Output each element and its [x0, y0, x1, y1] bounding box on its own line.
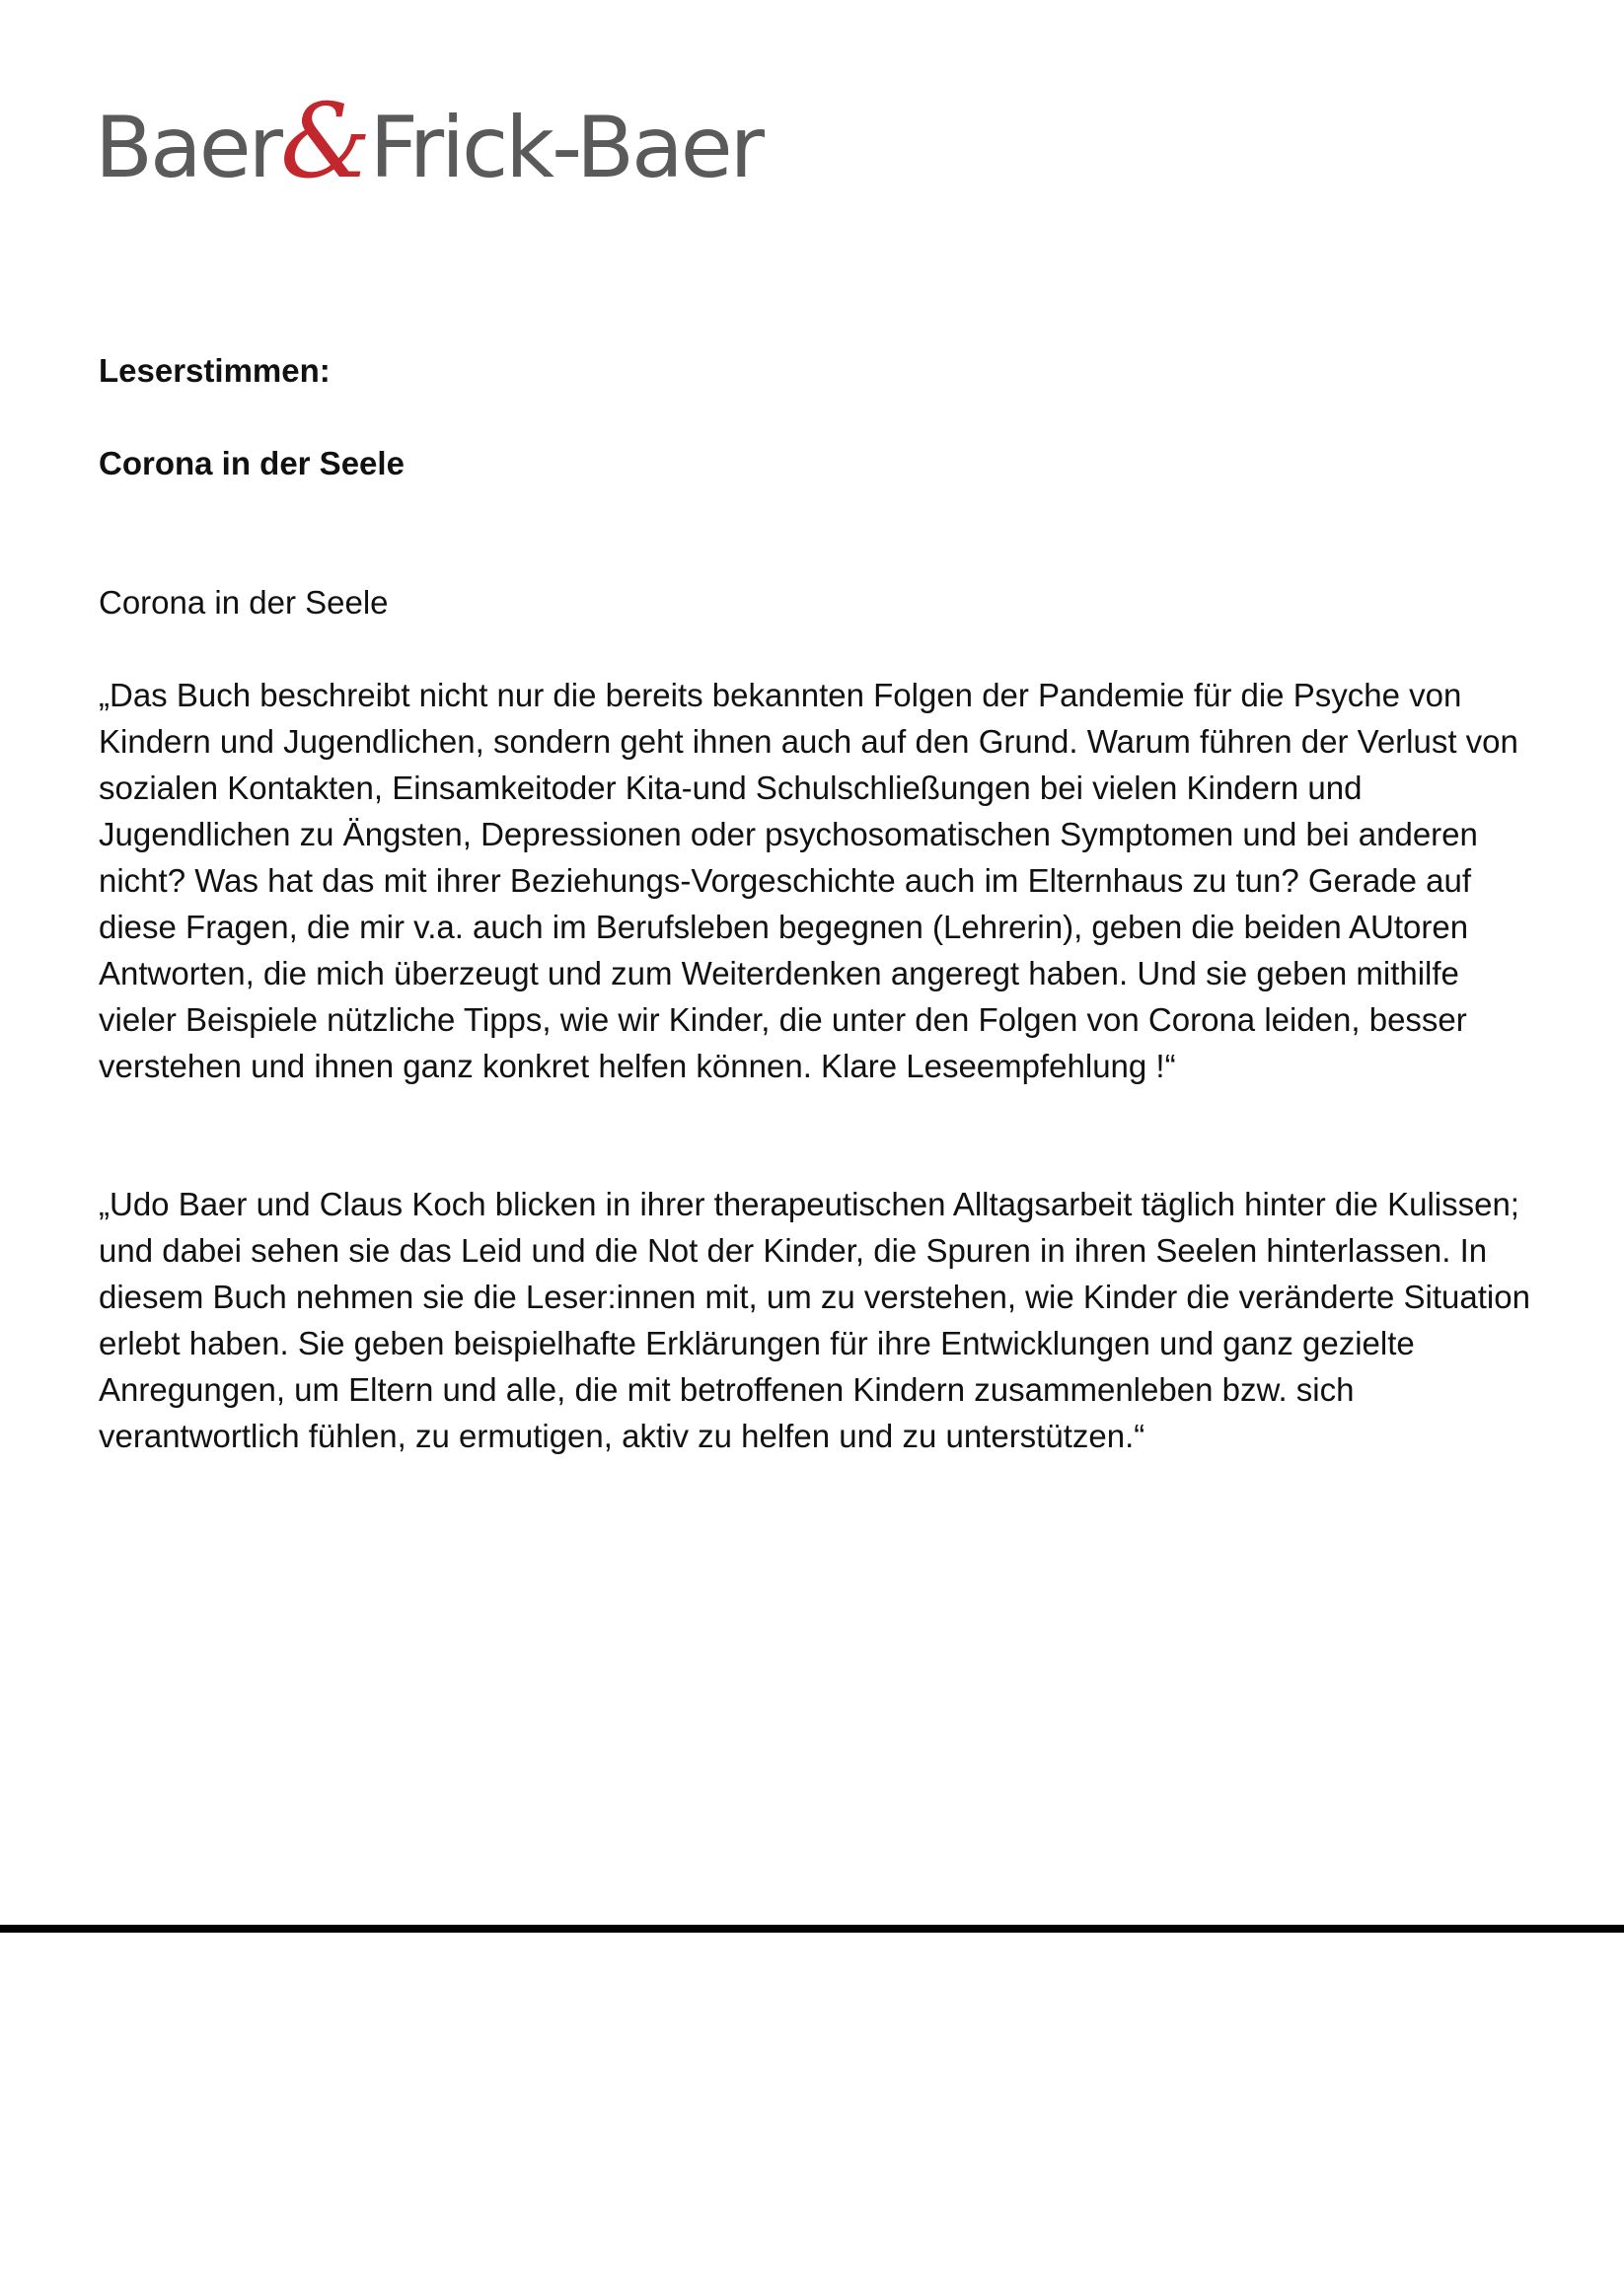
- logo-left-word: Baer: [95, 99, 280, 197]
- logo-ampersand: &: [279, 81, 368, 201]
- section-subheading: Corona in der Seele: [99, 584, 389, 621]
- footer-divider: [0, 1925, 1624, 1933]
- review-paragraph-1: „Das Buch beschreibt nicht nur die bereits bekannten Folgen der Pandemie für die Psyche von Kindern und Jugendlichen, sondern geht ihnen auch auf den Grund. Warum führen der Verlust von sozialen Kontakten, Einsamkeitoder Kita-und Schulschließungen bei vielen Kindern und Jugendlichen zu Ängsten, Depressionen oder psychosomatischen Symptomen und bei anderen nicht? Was hat das mit ihrer Beziehungs-Vorgeschichte auch im Elternhaus zu tun? Gerade auf diese Fragen, die mir v.a. auch im Berufsleben begegnen (Lehrerin), geben die beiden AUtoren Antworten, die mich überzeugt und zum Weiterdenken angeregt haben. Und sie geben mithilfe vieler Beispiele nützliche Tipps, wie wir Kinder, die unter den Folgen von Corona leiden, besser verstehen und ihnen ganz konkret helfen können. Klare Leseempfehlung !“: [99, 677, 1518, 1084]
- review-paragraph-2: „Udo Baer und Claus Koch blicken in ihrer therapeutischen Alltagsarbeit täglich hinter die Kulissen; und dabei sehen sie das Leid und die Not der Kinder, die Spuren in ihren Seelen hinterlassen. In diesem Buch nehmen sie die Leser:innen mit, um zu verstehen, wie Kinder die veränderte Situation erlebt haben. Sie geben beispielhafte Erklärungen für ihre Entwicklungen und ganz gezielte Anregungen, um Eltern und alle, die mit betroffenen Kindern zusammenleben bzw. sich verantwortlich fühlen, zu ermutigen, aktiv zu helfen und zu unterstützen.“: [99, 1186, 1530, 1454]
- book-title: Corona in der Seele: [99, 445, 405, 481]
- logo-right-word: Frick-Baer: [369, 99, 763, 197]
- brand-logo: [95, 81, 763, 201]
- page-heading: Leserstimmen:: [99, 352, 331, 389]
